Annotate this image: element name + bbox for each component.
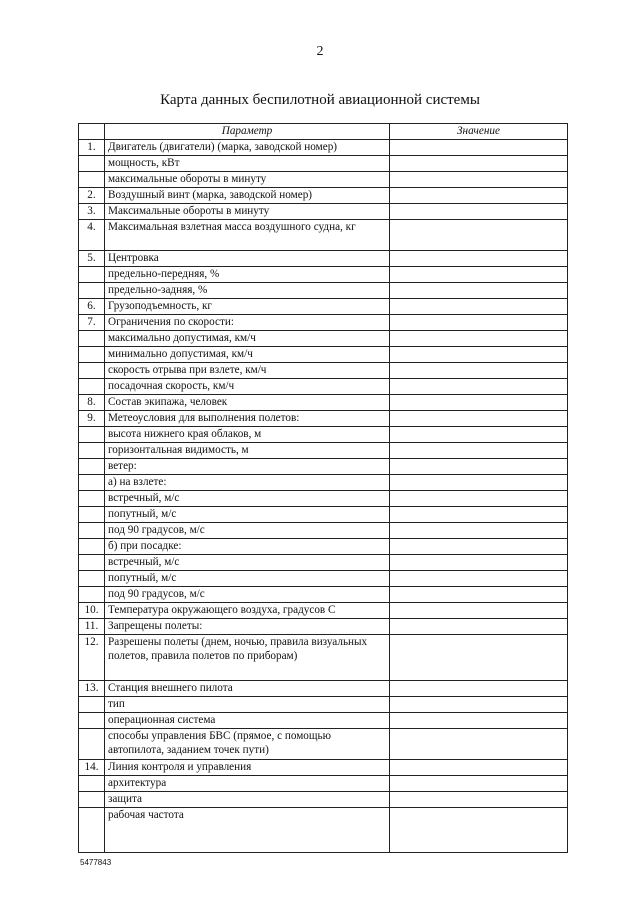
row-parameter: рабочая частота — [105, 807, 390, 852]
row-value-cell[interactable] — [390, 442, 568, 458]
row-number — [79, 570, 105, 586]
row-parameter: максимальные обороты в минуту — [105, 171, 390, 187]
row-number — [79, 712, 105, 728]
table-row — [79, 602, 568, 618]
table-row — [79, 554, 568, 570]
row-number — [79, 346, 105, 362]
table-row — [79, 298, 568, 314]
row-parameter: высота нижнего края облаков, м — [105, 426, 390, 442]
row-parameter: архитектура — [105, 775, 390, 791]
row-parameter: попутный, м/с — [105, 506, 390, 522]
row-number: 6. — [79, 298, 105, 314]
row-value-cell[interactable] — [390, 139, 568, 155]
table-row — [79, 266, 568, 282]
table-row — [79, 346, 568, 362]
table-row — [79, 171, 568, 187]
row-value-cell[interactable] — [390, 378, 568, 394]
row-parameter: скорость отрыва при взлете, км/ч — [105, 362, 390, 378]
row-number — [79, 266, 105, 282]
table-row — [79, 250, 568, 266]
table-row — [79, 139, 568, 155]
header-parameter: Параметр — [105, 124, 390, 140]
table-row — [79, 282, 568, 298]
row-value-cell[interactable] — [390, 426, 568, 442]
row-parameter: под 90 градусов, м/с — [105, 522, 390, 538]
table-row — [79, 634, 568, 680]
table-row — [79, 426, 568, 442]
row-value-cell[interactable] — [390, 250, 568, 266]
row-value-cell[interactable] — [390, 490, 568, 506]
row-value-cell[interactable] — [390, 554, 568, 570]
row-number: 11. — [79, 618, 105, 634]
row-number — [79, 330, 105, 346]
table-row — [79, 712, 568, 728]
row-value-cell[interactable] — [390, 155, 568, 171]
row-parameter: б) при посадке: — [105, 538, 390, 554]
row-value-cell[interactable] — [390, 775, 568, 791]
row-number: 7. — [79, 314, 105, 330]
row-parameter: попутный, м/с — [105, 570, 390, 586]
row-number — [79, 775, 105, 791]
table-row — [79, 807, 568, 852]
table-row — [79, 203, 568, 219]
row-parameter: Центровка — [105, 250, 390, 266]
row-parameter: предельно-передняя, % — [105, 266, 390, 282]
row-parameter: посадочная скорость, км/ч — [105, 378, 390, 394]
row-number — [79, 490, 105, 506]
row-parameter: встречный, м/с — [105, 554, 390, 570]
row-value-cell[interactable] — [390, 266, 568, 282]
document-title: Карта данных беспилотной авиационной системы — [160, 92, 480, 108]
table-row — [79, 759, 568, 775]
row-parameter: Станция внешнего пилота — [105, 680, 390, 696]
table-row — [79, 680, 568, 696]
row-parameter: а) на взлете: — [105, 474, 390, 490]
row-parameter: Воздушный винт (марка, заводской номер) — [105, 187, 390, 203]
row-number — [79, 538, 105, 554]
row-number: 14. — [79, 759, 105, 775]
row-parameter: под 90 градусов, м/с — [105, 586, 390, 602]
table-row — [79, 410, 568, 426]
page-number: 2 — [316, 44, 324, 59]
row-value-cell[interactable] — [390, 187, 568, 203]
table-row — [79, 362, 568, 378]
row-parameter: способы управления БВС (прямое, с помощью автопилота, заданием точек пути) — [105, 728, 390, 759]
table-row — [79, 458, 568, 474]
row-parameter: Максимальная взлетная масса воздушного судна, кг — [105, 219, 390, 250]
row-parameter: ветер: — [105, 458, 390, 474]
row-parameter: Запрещены полеты: — [105, 618, 390, 634]
row-number — [79, 474, 105, 490]
row-value-cell[interactable] — [390, 538, 568, 554]
row-number — [79, 586, 105, 602]
row-number: 3. — [79, 203, 105, 219]
table-row — [79, 791, 568, 807]
row-number — [79, 807, 105, 852]
row-value-cell[interactable] — [390, 314, 568, 330]
table-row — [79, 314, 568, 330]
row-parameter: максимально допустимая, км/ч — [105, 330, 390, 346]
row-number: 5. — [79, 250, 105, 266]
row-number — [79, 426, 105, 442]
row-value-cell[interactable] — [390, 759, 568, 775]
row-value-cell[interactable] — [390, 712, 568, 728]
table-row — [79, 618, 568, 634]
table-row — [79, 474, 568, 490]
row-number: 10. — [79, 602, 105, 618]
header-number — [79, 124, 105, 140]
row-parameter: защита — [105, 791, 390, 807]
row-number — [79, 554, 105, 570]
row-value-cell[interactable] — [390, 394, 568, 410]
row-parameter: Разрешены полеты (днем, ночью, правила визуальных полетов, правила полетов по приборам) — [105, 634, 390, 680]
row-number — [79, 728, 105, 759]
row-number — [79, 442, 105, 458]
row-number: 12. — [79, 634, 105, 680]
row-value-cell[interactable] — [390, 807, 568, 852]
table-row — [79, 219, 568, 250]
row-number: 4. — [79, 219, 105, 250]
header-value: Значение — [390, 124, 568, 140]
table-row — [79, 775, 568, 791]
row-parameter: предельно-задняя, % — [105, 282, 390, 298]
table-row — [79, 586, 568, 602]
row-parameter: мощность, кВт — [105, 155, 390, 171]
row-number — [79, 282, 105, 298]
table-row — [79, 490, 568, 506]
row-parameter: горизонтальная видимость, м — [105, 442, 390, 458]
table-row — [79, 155, 568, 171]
row-number: 1. — [79, 139, 105, 155]
row-number: 9. — [79, 410, 105, 426]
row-value-cell[interactable] — [390, 410, 568, 426]
row-parameter: минимально допустимая, км/ч — [105, 346, 390, 362]
row-number — [79, 696, 105, 712]
row-number — [79, 378, 105, 394]
table-row — [79, 442, 568, 458]
row-value-cell[interactable] — [390, 330, 568, 346]
row-parameter: Максимальные обороты в минуту — [105, 203, 390, 219]
row-value-cell[interactable] — [390, 298, 568, 314]
row-parameter: Температура окружающего воздуха, градусов С — [105, 602, 390, 618]
row-value-cell[interactable] — [390, 680, 568, 696]
row-value-cell[interactable] — [390, 696, 568, 712]
table-row — [79, 506, 568, 522]
row-number: 8. — [79, 394, 105, 410]
row-value-cell[interactable] — [390, 602, 568, 618]
row-value-cell[interactable] — [390, 791, 568, 807]
data-table — [78, 123, 568, 853]
table-row — [79, 187, 568, 203]
row-parameter: Метеоусловия для выполнения полетов: — [105, 410, 390, 426]
row-number: 13. — [79, 680, 105, 696]
table-row — [79, 522, 568, 538]
row-value-cell[interactable] — [390, 458, 568, 474]
footer-code: 5477843 — [80, 858, 112, 867]
row-number — [79, 791, 105, 807]
row-value-cell[interactable] — [390, 171, 568, 187]
row-parameter: Линия контроля и управления — [105, 759, 390, 775]
table-row — [79, 378, 568, 394]
row-value-cell[interactable] — [390, 506, 568, 522]
row-parameter: встречный, м/с — [105, 490, 390, 506]
row-parameter: Состав экипажа, человек — [105, 394, 390, 410]
table-row — [79, 330, 568, 346]
row-value-cell[interactable] — [390, 219, 568, 250]
table-row — [79, 696, 568, 712]
row-number — [79, 506, 105, 522]
row-parameter: операционная система — [105, 712, 390, 728]
row-value-cell[interactable] — [390, 203, 568, 219]
row-parameter: тип — [105, 696, 390, 712]
row-number: 2. — [79, 187, 105, 203]
row-number — [79, 171, 105, 187]
table-row — [79, 570, 568, 586]
row-parameter: Грузоподъемность, кг — [105, 298, 390, 314]
row-parameter: Двигатель (двигатели) (марка, заводской номер) — [105, 139, 390, 155]
row-value-cell[interactable] — [390, 346, 568, 362]
table-row — [79, 394, 568, 410]
row-value-cell[interactable] — [390, 586, 568, 602]
row-parameter: Ограничения по скорости: — [105, 314, 390, 330]
row-value-cell[interactable] — [390, 618, 568, 634]
table-row — [79, 538, 568, 554]
row-value-cell[interactable] — [390, 570, 568, 586]
table-header-row — [79, 124, 568, 140]
row-value-cell[interactable] — [390, 634, 568, 680]
row-value-cell[interactable] — [390, 728, 568, 759]
row-number — [79, 155, 105, 171]
row-number — [79, 522, 105, 538]
row-value-cell[interactable] — [390, 362, 568, 378]
row-number — [79, 362, 105, 378]
row-number — [79, 458, 105, 474]
row-value-cell[interactable] — [390, 474, 568, 490]
row-value-cell[interactable] — [390, 522, 568, 538]
table-row — [79, 728, 568, 759]
row-value-cell[interactable] — [390, 282, 568, 298]
